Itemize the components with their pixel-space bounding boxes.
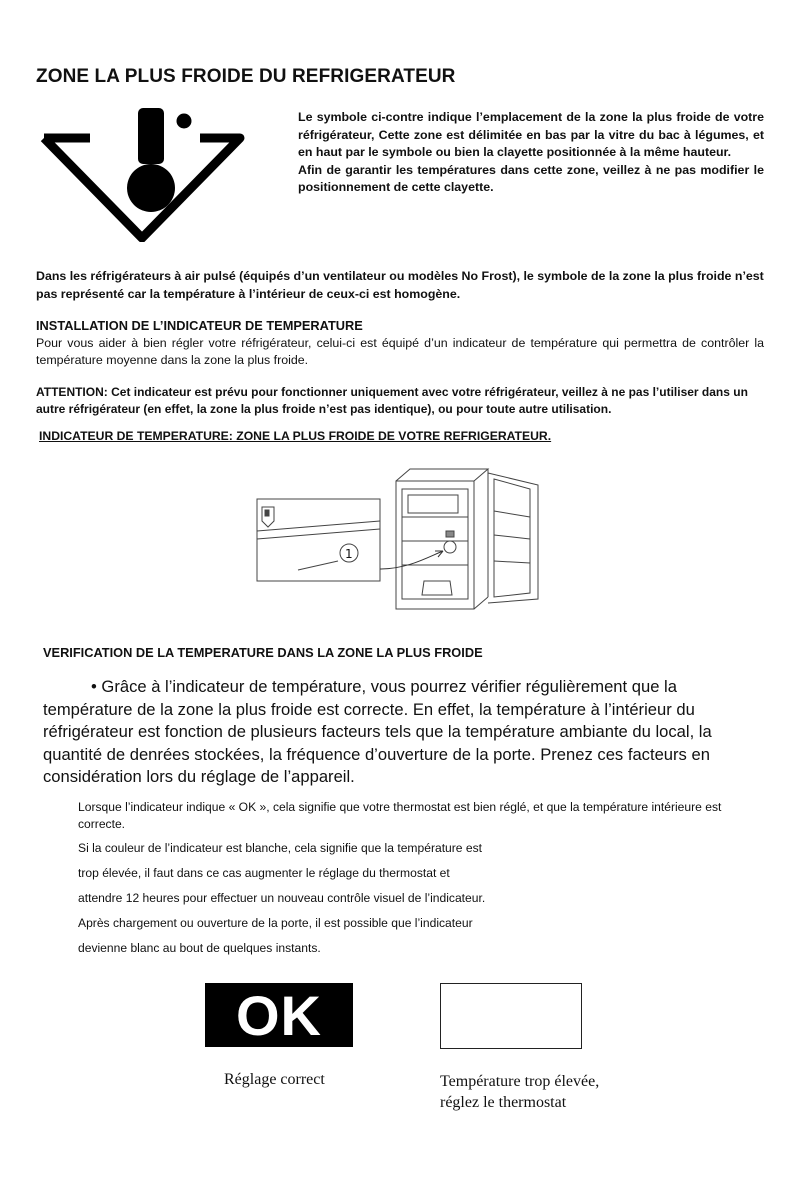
intro-paragraph-2: Afin de garantir les températures dans cette zone, veillez à ne pas modifier le positionnement de cette clayette. [298, 162, 764, 195]
indicator-heading: INDICATEUR DE TEMPERATURE: ZONE LA PLUS FROIDE DE VOTRE REFRIGERATEUR. [39, 429, 552, 443]
page-title: ZONE LA PLUS FROIDE DU REFRIGERATEUR [36, 66, 456, 87]
note-line: attendre 12 heures pour effectuer un nouveau contrôle visuel de l’indicateur. [78, 891, 486, 905]
verification-paragraph: • Grâce à l’indicateur de température, vous pourrez vérifier régulièrement que la température de la zone la plus froide est correcte. En effet, la température à l’intérieur du réfrigérateur est fonction de plusieurs facteurs tels que la température ambiante du local, la quantité de denrées stockées, la fréquence d’ouverture de la porte. Prenez ces facteurs en considération lors du réglage de l’appareil. [43, 677, 712, 787]
fridge-illustration [238, 465, 542, 610]
note-line: Si la couleur de l’indicateur est blanche, cela signifie que la température est [78, 841, 483, 855]
verification-heading: VERIFICATION DE LA TEMPERATURE DANS LA ZONE LA PLUS FROIDE [43, 645, 483, 660]
intro-text [298, 109, 764, 197]
ok-caption: Réglage correct [224, 1071, 325, 1088]
verification-text [43, 676, 755, 789]
callout-number: 1 [345, 547, 353, 561]
note-line: trop élevée, il faut dans ce cas augmenter le réglage du thermostat et [78, 866, 450, 880]
ok-indicator [205, 983, 353, 1047]
no-frost-paragraph: Dans les réfrigérateurs à air pulsé (équipés d’un ventilateur ou modèles No Frost), le symbole de la zone la plus froide n’est pas représenté car la température à l’intérieur de ceux-ci est homogène. [36, 269, 764, 301]
attention-paragraph: ATTENTION: Cet indicateur est prévu pour fonctionner uniquement avec votre réfrigérateur, veillez à ne pas l’utiliser dans un autre réfrigérateur (en effet, la zone la plus froide n’est pas identique), ou pour toute autre utilisation. [36, 385, 748, 416]
note-line: Après chargement ou ouverture de la porte, il est possible que l’indicateur [78, 916, 473, 930]
note-line: devienne blanc au bout de quelques instants. [78, 941, 321, 955]
coldest-zone-icon [40, 100, 245, 242]
note-line: Lorsque l’indicateur indique « OK », cela signifie que votre thermostat est bien réglé, et que la température intérieure est correcte. [78, 800, 722, 831]
install-heading: INSTALLATION DE L’INDICATEUR DE TEMPERATURE [36, 318, 363, 333]
blank-caption: Température trop élevée, réglez le thermostat [440, 1073, 600, 1111]
intro-paragraph-1: Le symbole ci-contre indique l’emplacement de la zone la plus froide de votre réfrigérateur, Cette zone est délimitée en bas par la vitre du bac à légumes, et en haut par le symbole ou bien la clayette positionnée à la même hauteur. [298, 110, 764, 160]
blank-indicator [440, 983, 582, 1049]
install-paragraph: Pour vous aider à bien régler votre réfrigérateur, celui-ci est équipé d’un indicateur de température qui permettra de contrôler la température moyenne dans la zone la plus froide. [36, 336, 764, 367]
ok-label: OK [236, 983, 322, 1047]
